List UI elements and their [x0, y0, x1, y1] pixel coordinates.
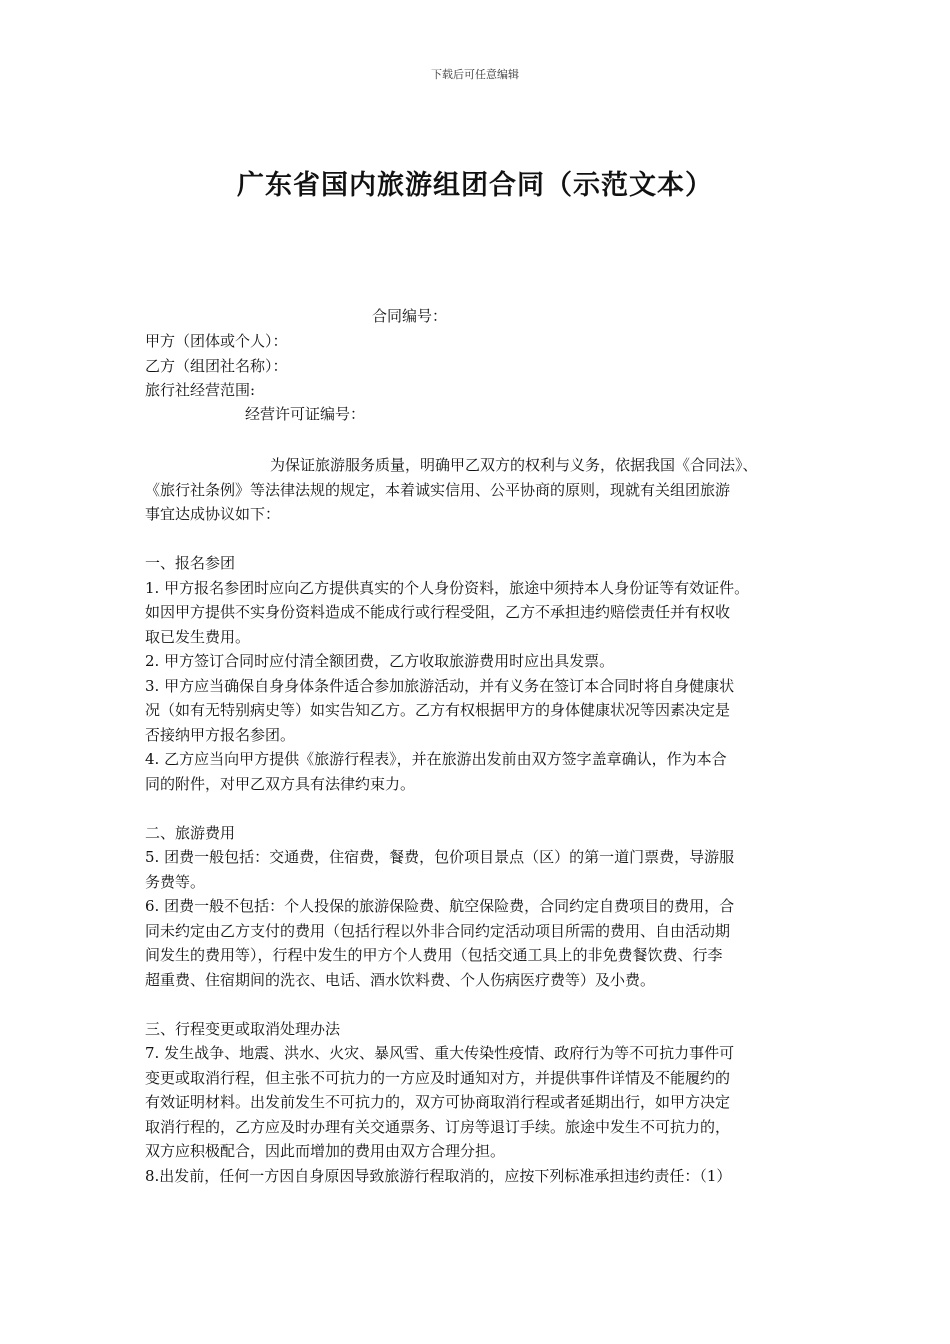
clause-line: 5. 团费一般包括：交通费，住宿费，餐费，包价项目景点（区）的第一道门票费，导游服	[145, 848, 735, 866]
clause-line: 6. 团费一般不包括：个人投保的旅游保险费、航空保险费，合同约定自费项目的费用，合	[145, 897, 735, 915]
clause-line: 同的附件，对甲乙双方具有法律约束力。	[145, 774, 416, 793]
clause-line: 间发生的费用等），行程中发生的甲方个人费用（包括交通工具上的非免费餐饮费、行李	[145, 946, 723, 964]
party-info	[145, 329, 810, 403]
clause-line: 4. 乙方应当向甲方提供《旅游行程表》，并在旅游出发前由双方签字盖章确认，作为本合	[145, 750, 727, 768]
header-note: 下载后可任意编辑	[431, 68, 519, 81]
section-heading: 一、报名参团	[145, 554, 236, 572]
license-number-label: 经营许可证编号：	[245, 405, 366, 423]
document-title: 广东省国内旅游组团合同（示范文本）	[237, 170, 713, 201]
clause-line: 否接纳甲方报名参团。	[145, 725, 296, 744]
party-a-label: 甲方（团体或个人）：	[145, 332, 288, 350]
clause-line: 取已发生费用。	[145, 627, 251, 646]
clause-line: 3. 甲方应当确保自身身体条件适合参加旅游活动，并有义务在签订本合同时将自身健康状	[145, 676, 735, 695]
clause-line: 有效证明材料。出发前发生不可抗力的，双方可协商取消行程或者延期出行，如甲方决定	[145, 1093, 731, 1111]
clause-line: 务费等。	[145, 872, 206, 891]
clause-line: 2. 甲方签订合同时应付清全额团费，乙方收取旅游费用时应出具发票。	[145, 652, 615, 670]
business-scope-label: 旅行社经营范围:	[145, 381, 256, 399]
clause-line: 如因甲方提供不实身份资料造成不能成行或行程受阻，乙方不承担违约赔偿责任并有权收	[145, 603, 731, 621]
preamble	[145, 453, 810, 1188]
clause-line: 况（如有无特别病史等）如实告知乙方。乙方有权根据甲方的身体健康状况等因素决定是	[145, 701, 731, 719]
section-heading: 二、旅游费用	[145, 823, 236, 842]
clause-line: 超重费、住宿期间的洗衣、电话、酒水饮料费、个人伤病医疗费等）及小费。	[145, 970, 656, 989]
preamble-line: 《旅行社条例》等法律法规的规定，本着诚实信用、公平协商的原则，现就有关组团旅游	[145, 480, 731, 499]
clause-line: 7. 发生战争、地震、洪水、火灾、暴风雪、重大传染性疫情、政府行为等不可抗力事件可	[145, 1044, 735, 1062]
contract-number-label: 合同编号：	[372, 307, 448, 325]
party-b-label: 乙方（组团社名称）：	[145, 356, 288, 375]
clause-line: 变更或取消行程，但主张不可抗力的一方应及时通知对方，并提供事件详情及不能履约的	[145, 1068, 731, 1087]
preamble-line: 为保证旅游服务质量，明确甲乙双方的权利与义务，依据我国《合同法》、	[270, 456, 758, 474]
clause-line: 1. 甲方报名参团时应向乙方提供真实的个人身份资料，旅途中须持本人身份证等有效证件。	[145, 578, 750, 597]
clause-line: 8.出发前，任何一方因自身原因导致旅游行程取消的，应按下列标准承担违约责任：（1）	[145, 1166, 732, 1185]
clause-line: 双方应积极配合，因此而增加的费用由双方合理分担。	[145, 1142, 506, 1160]
section-heading: 三、行程变更或取消处理办法	[145, 1019, 341, 1038]
clause-line: 同未约定由乙方支付的费用（包括行程以外非合同约定活动项目所需的费用、自由活动期	[145, 921, 731, 940]
clause-line: 取消行程的，乙方应及时办理有关交通票务、订房等退订手续。旅途中发生不可抗力的，	[145, 1117, 731, 1136]
preamble-line: 事宜达成协议如下：	[145, 505, 281, 523]
